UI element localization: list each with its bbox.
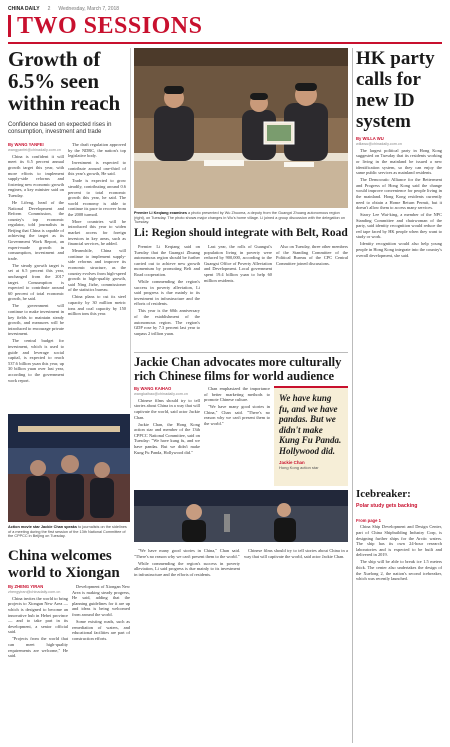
article-paragraph: This year is the 60th anniversary of the establishment of the autonomous region. The region's GDP rose by 7.3 percent last year to surpass 2 trillion yuan. bbox=[134, 308, 200, 336]
jackie-email[interactable]: wangkaihao@chinadaily.com.cn bbox=[134, 392, 189, 397]
jackie-continuation-2 bbox=[244, 548, 348, 743]
caption-lead: Premier Li Keqiang examines bbox=[134, 211, 187, 215]
xiongan-column-1 bbox=[8, 584, 68, 743]
xiongan-column-2 bbox=[72, 584, 130, 743]
icebreaker-column bbox=[356, 518, 442, 743]
pull-quote bbox=[274, 386, 348, 486]
premier-photo-caption bbox=[134, 211, 348, 225]
section-header bbox=[8, 12, 202, 40]
article-paragraph: Development of Xiongan New Area is making steady progress, He said, adding that the planning guidelines for it are up and ideas is being welcomed from around the world. bbox=[72, 584, 130, 617]
pull-quote-speaker: Jackie Chan bbox=[279, 460, 305, 465]
icebreaker-byline: From page 1 bbox=[356, 518, 381, 523]
column-divider bbox=[130, 48, 131, 408]
hall-photo bbox=[8, 414, 130, 522]
article-paragraph: Investment is expected to contribute around one-third of this year's growth, He said. bbox=[68, 160, 126, 177]
story-divider bbox=[134, 352, 348, 353]
photo-illustration bbox=[8, 414, 130, 522]
pull-quote-role: Hong Kong action star bbox=[279, 465, 319, 470]
pull-quote-text: We have kung fu, and we have pandas. But we didn't make Kung Fu Panda. Hollywood did. bbox=[279, 393, 342, 456]
growth-column-2 bbox=[68, 142, 126, 410]
xiongan-headline: China welcomes world to Xiongan bbox=[8, 548, 120, 581]
icebreaker-headline: Icebreaker: bbox=[356, 488, 411, 500]
li-column-1 bbox=[134, 244, 200, 348]
article-paragraph: China Ship Development and Design Center, part of China Shipbuilding Industry Corp, is designing further ships for the Arctic waters. The ship has its own 24-hour research laboratories and is expected to be built and delivered in 2019. bbox=[356, 524, 442, 558]
article-paragraph: Last year, the rolls of Guangxi's population living in poverty were reduced by 900,000, according to the Guangxi Office of Poverty Alleviation and Development. Local government spent 19.4 billion yuan to help 60 million residents. bbox=[204, 244, 272, 283]
article-paragraph: Chinese films should try to tell stories about China in a way that will captivate the world, said actor Jackie Chan. bbox=[244, 548, 348, 559]
article-paragraph: The ship will be able to break ice 1.5 meters thick. The center also undertakes the design of the Xuelong 2, the nation's second icebreaker, which was recently launched. bbox=[356, 559, 442, 582]
article-paragraph: The central budget for investment, which is used to guide and leverage social capital, is expected to reach 537.6 billion yuan this year, up 30 billion yuan over last year, according to the government work report. bbox=[8, 338, 64, 383]
publication-name: CHINA DAILY bbox=[8, 6, 40, 12]
article-paragraph: Chinese films should try to tell stories about China in a way that will captivate the world, said actor Jackie Chan. bbox=[134, 397, 200, 420]
article-paragraph: "Projects from the world that can meet high-quality requirements are welcome," He said. bbox=[8, 636, 68, 659]
jackie-chan-photo bbox=[134, 490, 348, 542]
article-paragraph: Identity recognition would also help young people in Hong Kong integrate into the country's overall development, she said. bbox=[356, 241, 442, 258]
section-rule bbox=[8, 42, 442, 44]
article-paragraph: Trade is expected to grow steadily, contributing around 0.6 percent to total economic growth this year, he said. The world economy is able to continue its pace to recover from the 2008 turmoil. bbox=[68, 178, 126, 217]
article-paragraph: Jackie Chan, the Hong Kong action star and member of the 13th CPPCC National Committee, said on Tuesday: "We have kung fu, and we have pandas. But we didn't make Kung Fu Panda, Hollywood did." bbox=[134, 421, 200, 455]
xiongan-byline: By ZHENG YIRAN bbox=[8, 584, 44, 589]
sidebar-divider bbox=[352, 48, 353, 743]
hall-photo-caption bbox=[8, 525, 130, 539]
caption-text: to journalists on the sidelines of a meeting during the first session of the 13th National Committee of the CPPCC in Beijing on Tuesday. bbox=[8, 525, 127, 539]
article-paragraph: Some existing roads, such as remediation of waters, and educational facilities are part of construction efforts. bbox=[72, 618, 130, 641]
article-paragraph: He Lifeng, head of the National Development and Reform Commission, the country's top economic regulator, told journalists in Beijing that China is capable of achieving the target as its Government Work Report, an expert-made growth in consumption, investment and trade. bbox=[8, 199, 64, 261]
li-column-3 bbox=[276, 244, 348, 348]
hk-email[interactable]: willawu@chinadaily.com.cn bbox=[356, 142, 402, 147]
jackie-column-1 bbox=[134, 386, 200, 486]
jackie-continuation-1 bbox=[134, 548, 240, 743]
jackie-column-2 bbox=[204, 386, 270, 486]
article-paragraph: While commending the region's success in poverty alleviation, Li said progress is due mainly to its investment in infrastructure and the efforts of residents. bbox=[134, 278, 200, 307]
growth-deck: Confidence based on expected rises in consumption, investment and trade bbox=[8, 122, 112, 135]
article-paragraph: The largest political party in Hong Kong suggested on Tuesday that its residents working or living in the mainland be issued a new identification system, so they can enjoy the same public services as mainland residents. bbox=[356, 147, 442, 176]
section-accent-bar bbox=[8, 15, 11, 37]
growth-column-1 bbox=[8, 142, 64, 410]
page-number: 2 bbox=[47, 6, 51, 12]
article-paragraph: China is confident it will meet its 6.5 percent annual growth target this year, with more efforts to implement supply-side reforms and fostering new economic growth engines, a key minister said on Tuesday. bbox=[8, 153, 64, 198]
caption-text: a photo presented by Wu Zhuoma, a deputy from the Guangxi Zhuang autonomous region (right), on Tuesday. The photo shows major changes in Wu's home village. Li joined a group discussion with the delegation on Tuesday. bbox=[134, 211, 345, 225]
icebreaker-deck: Polar study gets backing bbox=[356, 503, 418, 509]
growth-email[interactable]: wangyanfei@chinadaily.com.cn bbox=[8, 148, 61, 153]
jackie-byline: By WANG KAIHAO bbox=[134, 386, 172, 391]
article-paragraph: "We have many good stories in China," Chan said. "There's no reason why we can't present them to the world." bbox=[204, 404, 270, 426]
article-paragraph: Premier Li Keqiang said on Tuesday that the Guangxi Zhuang autonomous region should be further carried out to achieve new growth momentum by promoting Belt and Road cooperation. bbox=[134, 244, 200, 277]
photo-illustration bbox=[134, 490, 348, 542]
article-paragraph: Starry Lee Wai-king, a member of the NPC Standing Committee and chairwoman of the party, said identity recognition would reduce the red tape faced by HK people when they want to study or work. bbox=[356, 212, 442, 240]
section-title: TWO SESSIONS bbox=[17, 12, 203, 39]
article-paragraph: The steady growth target is set at 6.5 percent this year, unchanged from the 2017 target. Consumption is expected to contribute around 60 percent of total economic growth, he said. bbox=[8, 262, 64, 302]
hk-headline: HK party calls for new ID system bbox=[356, 48, 435, 132]
article-paragraph: Also on Tuesday, three other members of the Standing Committee of the Political Bureau of the CPC Central Committee joined discussions. bbox=[276, 244, 348, 266]
caption-lead: Action movie star Jackie Chan speaks bbox=[8, 525, 78, 529]
article-paragraph: While commending the region's success in poverty alleviation, Li said progress is due mainly to its investment in infrastructure and the efforts of residents. bbox=[134, 560, 240, 577]
growth-byline: By WANG YANFEI bbox=[8, 142, 44, 147]
article-paragraph: China plans to cut its steel capacity by 30 million metric tons and coal capacity by 150 million tons this year. bbox=[68, 294, 126, 317]
jackie-headline: Jackie Chan advocates more culturally rich Chinese films for world audience bbox=[134, 355, 342, 383]
issue-date: Wednesday, March 7, 2018 bbox=[58, 6, 120, 12]
li-column-2 bbox=[204, 244, 272, 348]
hk-byline: By WILLA WU bbox=[356, 136, 384, 141]
photo-illustration bbox=[134, 48, 348, 208]
article-paragraph: More countries will be introduced this year to widen market access for foreign investors in key areas, such as financial services, he added. bbox=[68, 218, 126, 247]
article-paragraph: The draft regulation approved by the NDRC, the nation's top legislative body. bbox=[68, 142, 126, 159]
article-paragraph: The government will continue to make investment in key fields to maintain steady growth, and measures will be introduced to encourage private investment. bbox=[8, 303, 64, 337]
xiongan-email[interactable]: zhengyiran@chinadaily.com.cn bbox=[8, 590, 61, 595]
hk-column bbox=[356, 136, 442, 496]
article-paragraph: "We have many good stories in China," Chan said. "There's no reason why we can't present them to the world." bbox=[134, 548, 240, 559]
article-paragraph: Chan emphasized the importance of better marketing methods to promote Chinese culture. bbox=[204, 386, 270, 403]
premier-meeting-photo bbox=[134, 48, 348, 208]
article-paragraph: Meanwhile, China will continue to implement supply-side reforms and improve its economic structure, as the country evolves from high-speed growth to high-quality growth, said Ning Jizhe, commissioner of the statistics bureau. bbox=[68, 248, 126, 293]
growth-headline: Growth of 6.5% seen within reach bbox=[8, 47, 121, 115]
li-headline: Li: Region should integrate with Belt, Road bbox=[134, 227, 348, 239]
article-paragraph: China invites the world to bring projects to Xiongan New Area — which is designed to become an innovative hub in Hebei province — and to take part in its development, a senior official said. bbox=[8, 595, 68, 635]
article-paragraph: The Democratic Alliance for the Betterment and Progress of Hong Kong said the change would improve convenience for people living in the mainland. Hong Kong residents currently need to obtain a Home Return Permit, but it doesn't allow them to access many services. bbox=[356, 177, 442, 211]
